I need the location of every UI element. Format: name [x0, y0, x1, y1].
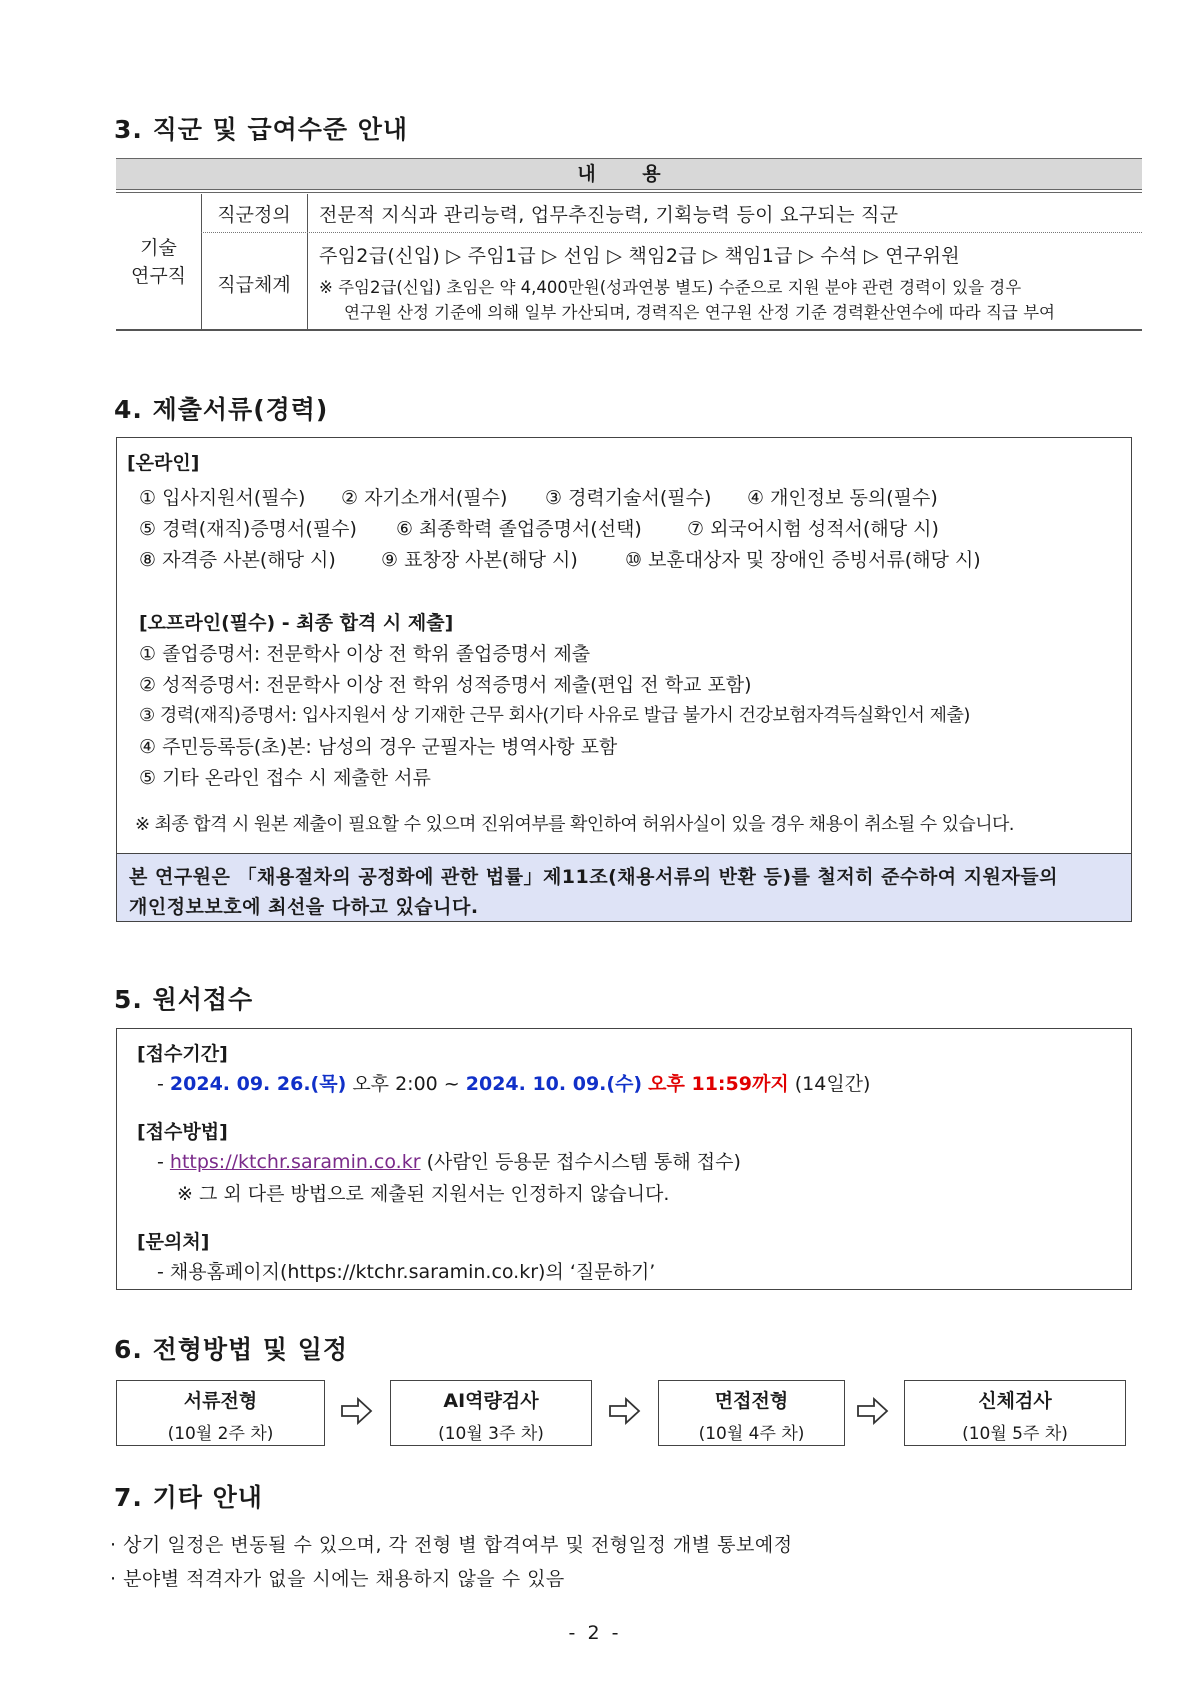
- method-note: ※ 그 외 다른 방법으로 제출된 지원서는 인정하지 않습니다.: [177, 1183, 670, 1205]
- hollow-right-arrow-icon: [340, 1396, 374, 1426]
- list-item: ① 졸업증명서: 전문학사 이상 전 학위 졸업증명서 제출: [139, 643, 591, 665]
- section7-heading: 7. 기타 안내: [114, 1483, 263, 1512]
- step-period: (10월 3주 차): [438, 1424, 544, 1444]
- page-number: - 2 -: [568, 1622, 622, 1644]
- method-desc: (사람인 등용문 접수시스템 통해 접수): [426, 1151, 741, 1173]
- row-note-line2: 연구원 산정 기준에 의해 일부 가산되며, 경력직은 연구원 산정 기준 경력환산연수에 따라 직급 부여: [344, 303, 1055, 322]
- privacy-line2: 개인정보보호에 최선을 다하고 있습니다.: [129, 896, 479, 918]
- row-content-grades: 주임2급(신입) ▷ 주임1급 ▷ 선임 ▷ 책임2급 ▷ 책임1급 ▷ 수석 ▷ 연구위원: [319, 245, 960, 267]
- step-medical-exam: [904, 1380, 1126, 1446]
- list-item: ② 자기소개서(필수): [341, 487, 508, 509]
- list-item: ④ 개인정보 동의(필수): [747, 487, 938, 509]
- offline-title: [오프라인(필수) - 최종 합격 시 제출]: [139, 612, 454, 634]
- section5-heading: 5. 원서접수: [114, 985, 254, 1014]
- category-line1: 기술: [140, 237, 177, 259]
- privacy-line1: 본 연구원은 「채용절차의 공정화에 관한 법률」제11조(채용서류의 반환 등)를 철저히 준수하여 지원자들의: [129, 866, 1058, 888]
- application-link[interactable]: https://ktchr.saramin.co.kr: [169, 1151, 421, 1173]
- method-title: [접수방법]: [137, 1121, 228, 1143]
- category-cell: [116, 234, 201, 290]
- contact-line: - 채용홈페이지(https://ktchr.saramin.co.kr)의 ‘질문하기’: [157, 1261, 656, 1283]
- step-title: AI역량검사: [443, 1390, 539, 1412]
- start-date: 2024. 09. 26.(목): [169, 1073, 347, 1095]
- list-item: ③ 경력(재직)증명서: 입사지원서 상 기재한 근무 회사(기타 사유로 발급 불가시 건강보험자격득실확인서 제출): [139, 705, 970, 726]
- hollow-right-arrow-icon: [608, 1396, 642, 1426]
- row-label-definition: 직군정의: [217, 204, 291, 226]
- method-line: [157, 1147, 741, 1174]
- dash: -: [157, 1073, 164, 1095]
- hollow-right-arrow-icon: [856, 1396, 890, 1426]
- dash: -: [157, 1151, 164, 1173]
- list-item: ⑨ 표창장 사본(해당 시): [381, 549, 578, 571]
- step-period: (10월 2주 차): [167, 1424, 274, 1444]
- row-label-grades: 직급체계: [217, 274, 291, 296]
- row-content-definition: 전문적 지식과 관리능력, 업무추진능력, 기획능력 등이 요구되는 직군: [319, 204, 899, 226]
- list-item: ⑤ 기타 온라인 접수 시 제출한 서류: [139, 767, 431, 789]
- period-line: [157, 1069, 870, 1096]
- job-grade-table: [116, 158, 1142, 331]
- row-note-line1: ※ 주임2급(신입) 초임은 약 4,400만원(성과연봉 별도) 수준으로 지원 분야 관련 경력이 있을 경우: [319, 278, 1022, 297]
- end-date: 2024. 10. 09.(수): [465, 1073, 643, 1095]
- application-box: [116, 1028, 1132, 1290]
- start-time: 오후 2:00 ~: [352, 1073, 460, 1095]
- list-item: ⑦ 외국어시험 성적서(해당 시): [687, 518, 939, 540]
- list-item: ③ 경력기술서(필수): [545, 487, 712, 509]
- section4-heading: 4. 제출서류(경력): [114, 395, 329, 424]
- category-line2: 연구직: [130, 265, 187, 287]
- section6-heading: 6. 전형방법 및 일정: [114, 1335, 349, 1364]
- end-time: 오후 11:59까지: [648, 1073, 789, 1095]
- section3-heading: 3. 직군 및 급여수준 안내: [114, 115, 409, 144]
- step-period: (10월 4주 차): [698, 1424, 805, 1444]
- step-document-screening: [116, 1380, 325, 1446]
- list-item: · 분야별 적격자가 없을 시에는 채용하지 않을 수 있음: [110, 1568, 565, 1590]
- list-item: ⑥ 최종학력 졸업증명서(선택): [396, 518, 642, 540]
- list-item: ① 입사지원서(필수): [139, 487, 306, 509]
- list-item: ⑤ 경력(재직)증명서(필수): [139, 518, 357, 540]
- step-ai-assessment: [390, 1380, 592, 1446]
- duration: (14일간): [794, 1073, 871, 1095]
- step-interview: [658, 1380, 845, 1446]
- step-title: 면접전형: [714, 1390, 789, 1412]
- list-item: ② 성적증명서: 전문학사 이상 전 학위 성적증명서 제출(편입 전 학교 포함): [139, 674, 752, 696]
- list-item: ⑩ 보훈대상자 및 장애인 증빙서류(해당 시): [625, 549, 981, 571]
- period-title: [접수기간]: [137, 1043, 228, 1065]
- list-item: ⑧ 자격증 사본(해당 시): [139, 549, 336, 571]
- final-note: ※ 최종 합격 시 원본 제출이 필요할 수 있으며 진위여부를 확인하여 허위사실이 있을 경우 채용이 취소될 수 있습니다.: [135, 814, 1014, 835]
- step-period: (10월 5주 차): [962, 1424, 1068, 1444]
- step-title: 서류전형: [183, 1390, 258, 1412]
- privacy-notice: [117, 853, 1131, 921]
- list-item: · 상기 일정은 변동될 수 있으며, 각 전형 별 합격여부 및 전형일정 개별 통보예정: [110, 1534, 793, 1556]
- step-title: 신체검사: [978, 1390, 1052, 1412]
- list-item: ④ 주민등록등(초)본: 남성의 경우 군필자는 병역사항 포함: [139, 736, 618, 758]
- documents-box: [116, 437, 1132, 922]
- table-header: 내 용: [116, 158, 1142, 190]
- online-title: [온라인]: [127, 452, 200, 474]
- contact-title: [문의처]: [137, 1231, 210, 1253]
